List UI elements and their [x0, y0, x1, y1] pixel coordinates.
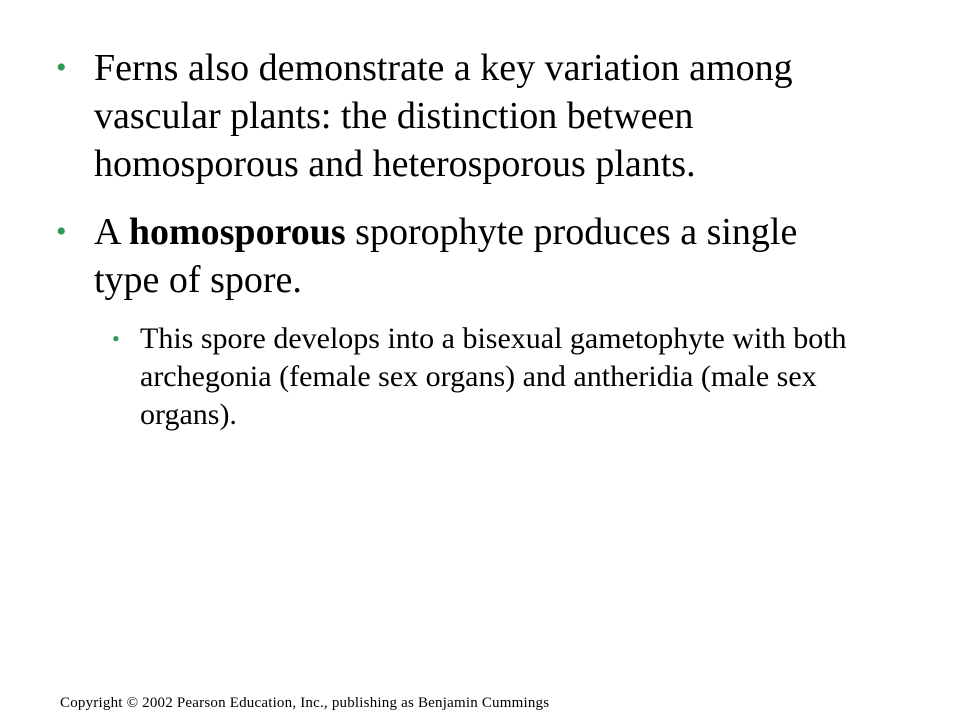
sub-bullet-text: This spore develops into a bisexual gametophyte with both archegonia (female sex organs) and antheridia (male sex organs).	[140, 322, 847, 431]
bullet-text-prefix: A	[94, 211, 129, 253]
bullet-item	[56, 208, 856, 304]
bullet-text-suffix: sporophyte produces a single type of spore.	[94, 211, 807, 301]
bullet-text: Ferns also demonstrate a key variation among vascular plants: the distinction between homosporous and heterosporous plants.	[94, 47, 793, 185]
bullet-item	[56, 44, 856, 188]
sub-bullet-item	[112, 320, 902, 434]
bullet-dot-icon: •	[112, 326, 120, 351]
bullet-dot-icon: •	[56, 51, 67, 84]
bold-term: homosporous	[128, 211, 346, 253]
bullet-text	[94, 208, 856, 304]
bullet-dot-icon: •	[56, 215, 67, 248]
copyright-footer: Copyright © 2002 Pearson Education, Inc., publishing as Benjamin Cummings	[60, 695, 550, 711]
